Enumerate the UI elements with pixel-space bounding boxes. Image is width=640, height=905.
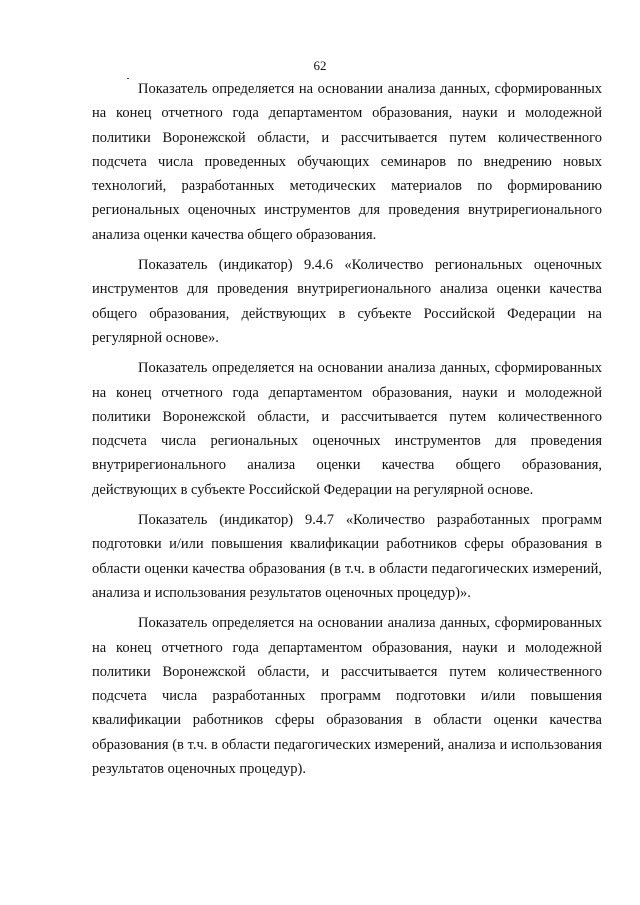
paragraph-method-programs: Показатель определяется на основании анализа данных, сформированных на конец отчетного года департаментом образования, науки и молодежной политики Воронежской области, и рассчитывается путем количественного подсчета числа разработанных программ подготовки и/или повышения квалификации работников сферы образования в области оценки качества образования (в т.ч. в области педагогических измерений, анализа и использования результатов оценочных процедур). [92, 615, 602, 778]
paragraph-indicator-9-4-6: Показатель (индикатор) 9.4.6 «Количество региональных оценочных инструментов для проведения внутрирегионального анализа оценки качества общего образования, действующих в субъекте Российской Федерации на регулярной основе». [92, 257, 602, 346]
document-body [92, 77, 602, 781]
paragraph-indicator-9-4-7: Показатель (индикатор) 9.4.7 «Количество разработанных программ подготовки и/или повышения квалификации работников сферы образования в области оценки качества образования (в т.ч. в области педагогических измерений, анализа и использования результатов оценочных процедур)». [92, 512, 602, 601]
page-number: 62 [313, 58, 327, 73]
paragraph-method-seminars: Показатель определяется на основании анализа данных, сформированных на конец отчетного года департаментом образования, науки и молодежной политики Воронежской области, и рассчитывается путем количественного подсчета числа проведенных обучающих семинаров по внедрению новых технологий, разработанных методических материалов по формированию региональных оценочных инструментов для проведения внутрирегионального анализа оценки качества общего образования. [92, 81, 602, 243]
paragraph-method-instruments: Показатель определяется на основании анализа данных, сформированных на конец отчетного года департаментом образования, науки и молодежной политики Воронежской области, и рассчитывается путем количественного подсчета числа региональных оценочных инструментов для проведения внутрирегионального анализа оценки качества общего образования, действующих в субъекте Российской Федерации на регулярной основе. [92, 360, 602, 498]
